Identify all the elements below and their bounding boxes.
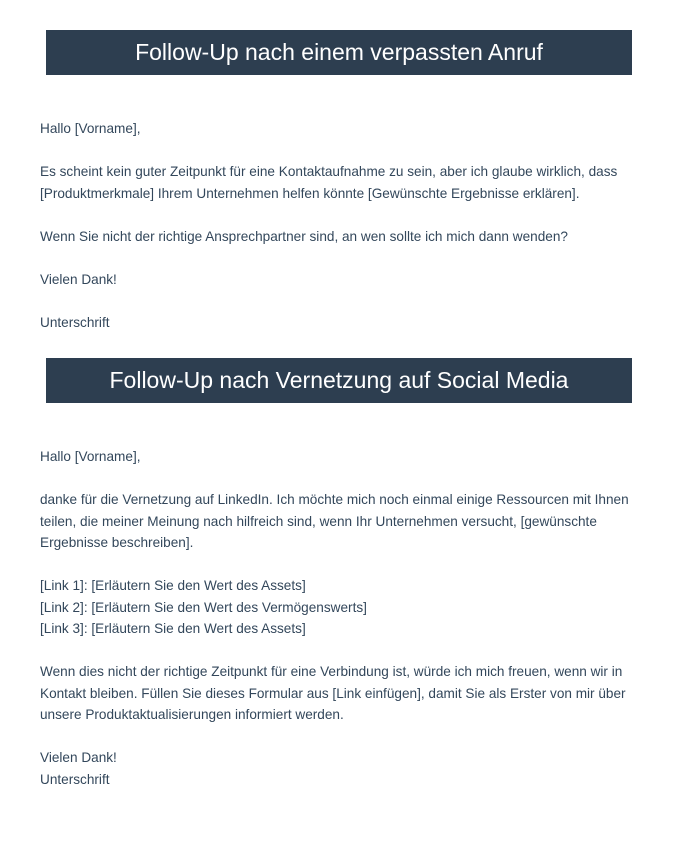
sign-off [40, 747, 644, 790]
links-list [40, 575, 644, 640]
greeting: Hallo [Vorname], [40, 121, 141, 136]
question-paragraph: Wenn Sie nicht der richtige Ansprechpartner sind, an wen sollte ich mich dann wenden? [40, 228, 568, 244]
link-line: [Link 1]: [Erläutern Sie den Wert des Assets] [40, 578, 306, 593]
section-banner-social-media: Follow-Up nach Vernetzung auf Social Media [46, 358, 632, 403]
section-banner-missed-call: Follow-Up nach einem verpassten Anruf [46, 30, 632, 75]
link-line: [Link 3]: [Erläutern Sie den Wert des Assets] [40, 621, 306, 636]
closing-paragraph: Wenn dies nicht der richtige Zeitpunkt für eine Verbindung ist, würde ich mich freuen, wenn wir in Kontakt bleiben. Füllen Sie dieses Formular aus [Link einfügen], damit Sie als Erster von mir über unsere Produktaktualisierungen informiert werden. [40, 664, 626, 722]
greeting: Hallo [Vorname], [40, 449, 141, 464]
email-template-missed-call [40, 118, 644, 333]
link-line: [Link 2]: [Erläutern Sie den Wert des Vermögenswerts] [40, 599, 367, 615]
body-paragraph: Es scheint kein guter Zeitpunkt für eine Kontaktaufnahme zu sein, aber ich glaube wirklich, dass [Produktmerkmale] Ihrem Unternehmen helfen könnte [Gewünschte Ergebnisse erklären]. [40, 164, 618, 201]
body-paragraph: danke für die Vernetzung auf LinkedIn. Ich möchte mich noch einmal einige Ressourcen mit Ihnen teilen, die meiner Meinung nach hilfreich sind, wenn Ihr Unternehmen versucht, [gewünschte Ergebnisse beschreiben]. [40, 492, 629, 550]
signature-line: Unterschrift [40, 314, 110, 330]
email-template-social-media [40, 446, 644, 790]
thanks-line: Vielen Dank! [40, 271, 117, 287]
signature-line: Unterschrift [40, 771, 110, 787]
thanks-line: Vielen Dank! [40, 750, 117, 765]
